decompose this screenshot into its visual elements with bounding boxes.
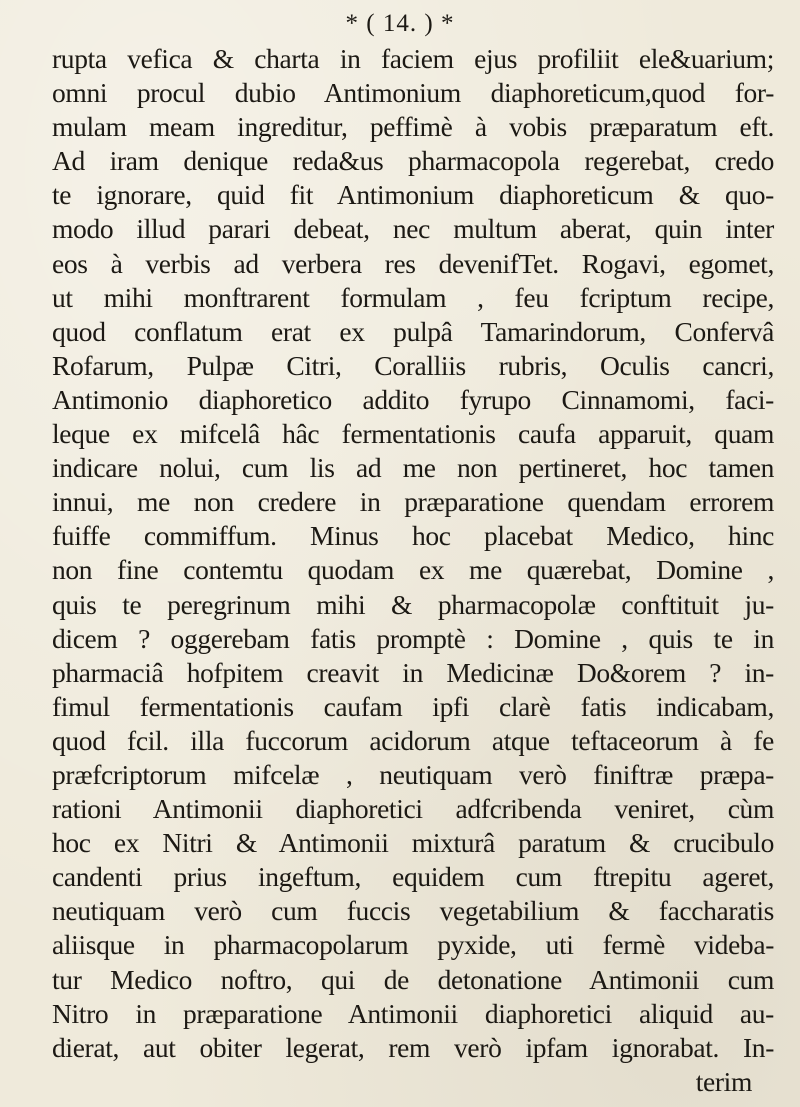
text-line: aliisque in pharmacopolarum pyxide, uti fermè videba- — [52, 929, 774, 961]
page-header: * ( 14. ) * — [345, 10, 455, 37]
text-line: rupta vefica & charta in faciem ejus profiliit ele&uarium; — [52, 43, 774, 74]
text-line: leque ex mifcelâ hâc fermentationis caufa apparuit, quam — [52, 418, 774, 450]
text-line: hoc ex Nitri & Antimonii mixturâ paratum & crucibulo — [52, 827, 774, 859]
text-line: Antimonio diaphoretico addito fyrupo Cinnamomi, faci- — [52, 383, 774, 415]
text-line: quod conflatum erat ex pulpâ Tamarindorum, Confervâ — [52, 315, 774, 347]
text-line: omni procul dubio Antimonium diaphoreticum,quod for- — [52, 77, 774, 109]
text-line: Rofarum, Pulpæ Citri, Coralliis rubris, Oculis cancri, — [52, 349, 774, 381]
text-line: dierat, aut obiter legerat, rem verò ipfam ignorabat. In- — [52, 1031, 774, 1063]
text-line: te ignorare, quid fit Antimonium diaphoreticum & quo- — [52, 179, 774, 211]
text-line: modo illud parari debeat, nec multum aberat, quin inter — [52, 213, 774, 245]
text-line: indicare nolui, cum lis ad me non pertineret, hoc tamen — [52, 452, 774, 484]
text-line: dicem ? oggerebam fatis promptè : Domine , quis te in — [52, 622, 774, 654]
text-line: fimul fermentationis caufam ipfi clarè fatis indicabam, — [52, 690, 774, 722]
text-line: rationi Antimonii diaphoretici adfcribenda veniret, cùm — [52, 793, 774, 825]
text-line: tur Medico noftro, qui de detonatione Antimonii cum — [52, 963, 774, 995]
text-line: Nitro in præparatione Antimonii diaphoretici aliquid au- — [52, 997, 774, 1029]
text-line: Ad iram denique reda&us pharmacopola regerebat, credo — [52, 145, 774, 177]
body-text — [52, 42, 774, 1099]
text-line: quod fcil. illa fuccorum acidorum atque teftaceorum à fe — [52, 724, 774, 756]
text-line: innui, me non credere in præparatione quendam errorem — [52, 486, 774, 518]
text-line: pharmaciâ hofpitem creavit in Medicinæ Do&orem ? in- — [52, 656, 774, 688]
catchword: terim — [695, 1065, 752, 1097]
text-line: non fine contemtu quodam ex me quærebat, Domine , — [52, 554, 774, 586]
text-line: eos à verbis ad verbera res devenifTet. Rogavi, egomet, — [52, 247, 774, 279]
text-line: fuiffe commiffum. Minus hoc placebat Medico, hinc — [52, 520, 774, 552]
text-line: ut mihi monftrarent formulam , feu fcriptum recipe, — [52, 281, 774, 313]
text-line: candenti prius ingeftum, equidem cum ftrepitu ageret, — [52, 861, 774, 893]
text-line: neutiquam verò cum fuccis vegetabilium & faccharatis — [52, 895, 774, 927]
text-line: præfcriptorum mifcelæ , neutiquam verò finiftræ præpa- — [52, 758, 774, 790]
text-line: mulam meam ingreditur, peffimè à vobis præparatum eft. — [52, 111, 774, 143]
text-line: quis te peregrinum mihi & pharmacopolæ conftituit ju- — [52, 588, 774, 620]
